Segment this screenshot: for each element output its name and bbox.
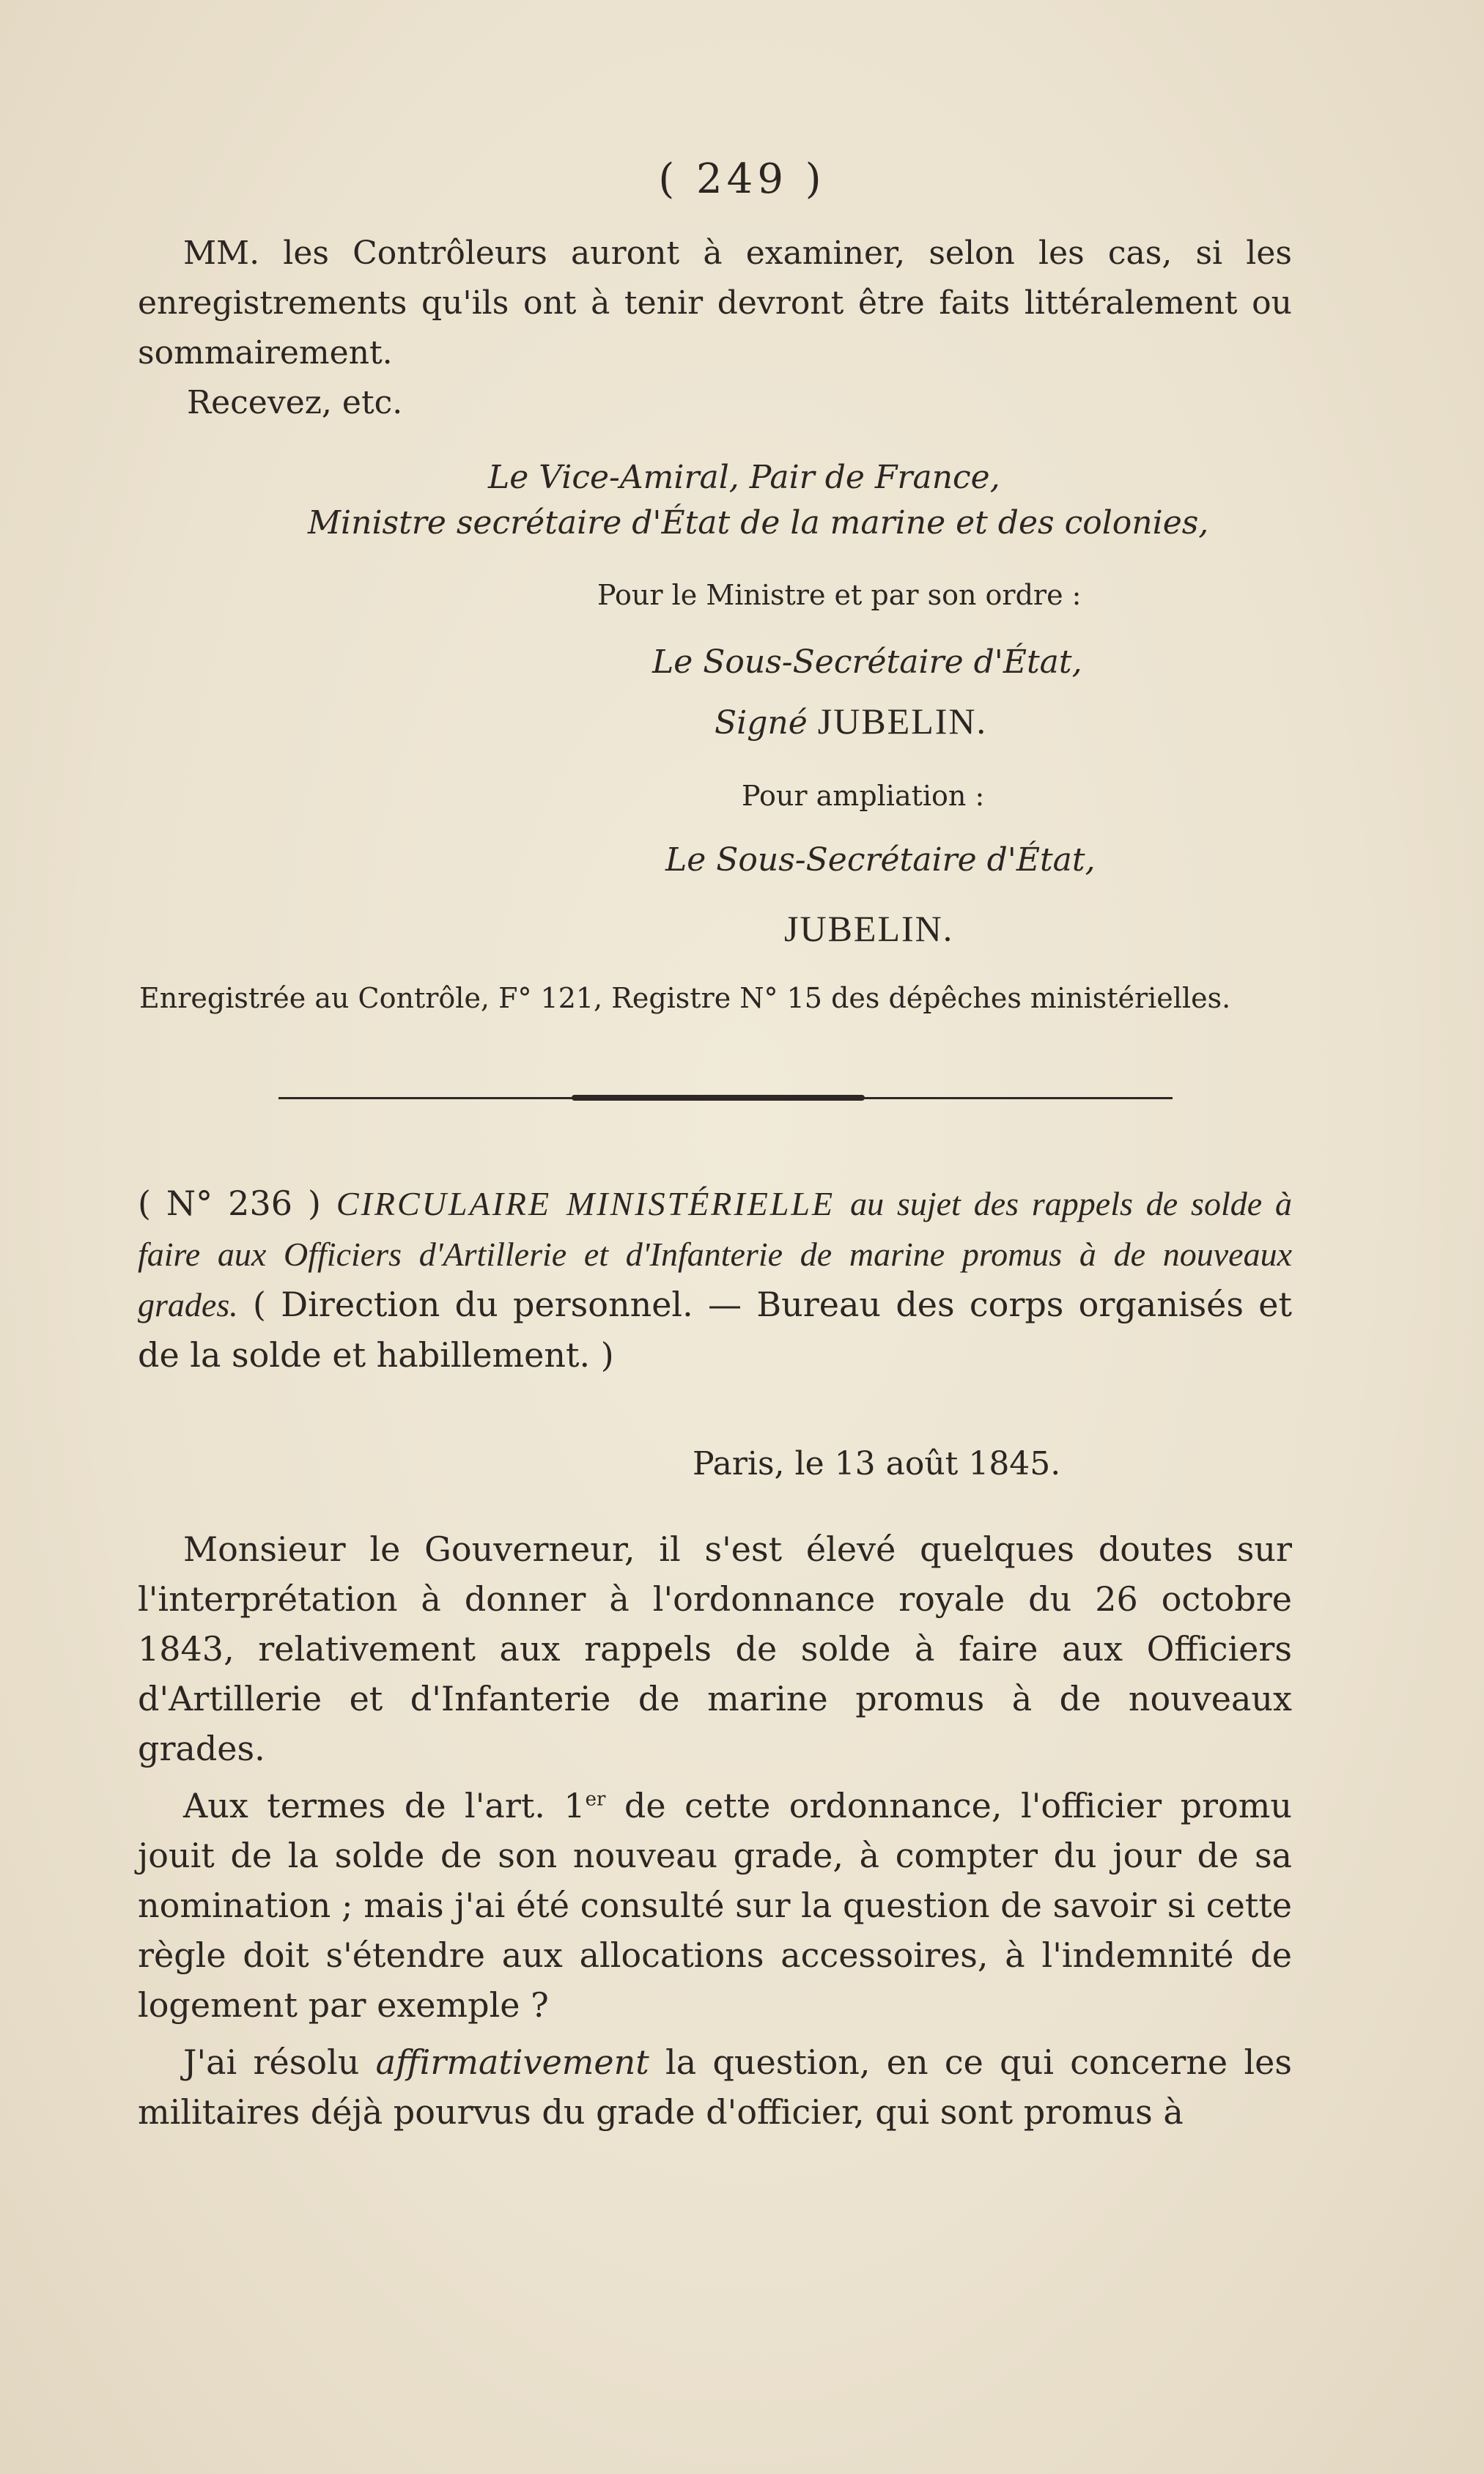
circular-heading (138, 1178, 1292, 1380)
circular-title: CIRCULAIRE MINISTÉRIELLE (336, 1185, 835, 1222)
body-paragraph-1: Monsieur le Gouverneur, il s'est élevé quelques doutes sur l'interprétation à donner à l'ordonnance royale du 26 octobre 1843, relativement aux rappels de solde à faire aux Officiers d'Artillerie et d'Infanterie de marine promus à de nouveaux grades. (138, 1529, 1292, 1768)
signatory-name-1: JUBELIN. (817, 701, 988, 742)
circular-direction: ( Direction du personnel. — Bureau des corps organisés et de la solde et habillement. ) (138, 1285, 1292, 1375)
signed-line (715, 700, 987, 742)
sous-secretaire-title-1: Le Sous-Secrétaire d'État, (652, 643, 1082, 681)
page-number: ( 249 ) (658, 155, 826, 203)
signatory-title-line-2: Ministre secrétaire d'État de la marine et des colonies, (308, 504, 1209, 542)
date-line: Paris, le 13 août 1845. (693, 1445, 1061, 1482)
circular-number: ( N° 236 ) (138, 1184, 321, 1223)
sous-secretaire-title-2: Le Sous-Secrétaire d'État, (665, 841, 1096, 879)
intro-paragraph: MM. les Contrôleurs auront à examiner, selon les cas, si les enregistrements qu'ils ont à tenir devront être faits littéralement ou sommairement. (138, 235, 1292, 372)
pour-le-ministre: Pour le Ministre et par son ordre : (597, 579, 1082, 611)
registration-note: Enregistrée au Contrôle, F° 121, Registre N° 15 des dépêches ministérielles. (139, 982, 1231, 1014)
body-paragraph-2: Aux termes de l'art. 1er de cette ordonnance, l'officier promu jouit de la solde de son nouveau grade, à compter du jour de sa nomination ; mais j'ai été consulté sur la question de savoir si cette règle doit s'étendre aux allocations accessoires, à l'indemnité de logement par exemple ? (138, 1786, 1292, 2025)
signatory-name-2: JUBELIN. (784, 908, 954, 949)
emphasis-affirmativement: affirmativement (375, 2042, 649, 2082)
body-paragraph-3: J'ai résolu affirmativement la question, en ce qui concerne les militaires déjà pourvus du grade d'officier, qui sont promus à (138, 2042, 1292, 2132)
closing-formula: Recevez, etc. (187, 384, 403, 421)
section-divider-center (572, 1095, 865, 1101)
circular-subject: au sujet des rappels de solde à faire aux Officiers d'Artillerie et d'Infanterie de marine promus à de nouveaux grades. (138, 1185, 1293, 1323)
signe-label: Signé (715, 704, 808, 742)
pour-ampliation: Pour ampliation : (742, 780, 985, 812)
signatory-title-line-1: Le Vice-Amiral, Pair de France, (488, 459, 1000, 496)
